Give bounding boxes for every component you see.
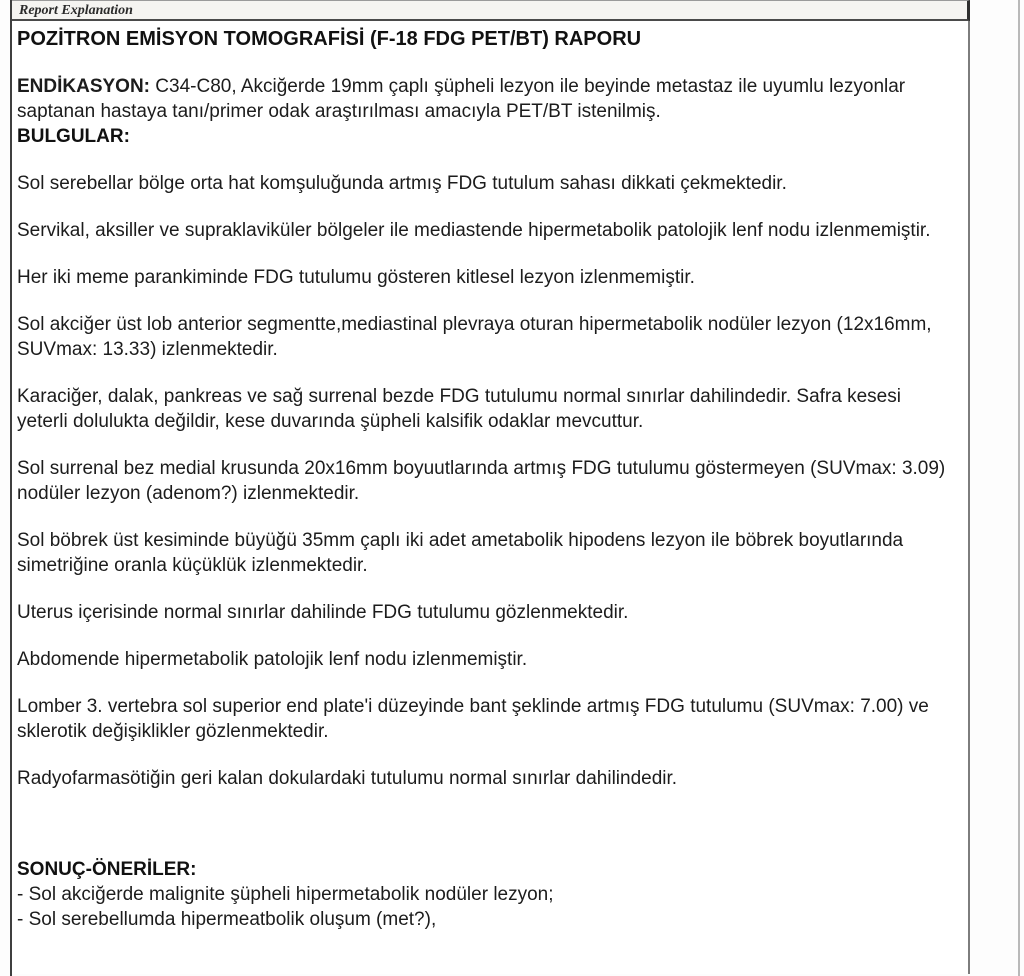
indication-label: ENDİKASYON: [17,76,151,97]
finding-paragraph: Abdomende hipermetabolik patolojik lenf nodu izlenmemiştir. [17,649,528,670]
conclusion-item: - Sol serebellumda hipermeatbolik oluşum (met?), [17,909,437,930]
finding-paragraph: Sol serebellar bölge orta hat komşuluğunda artmış FDG tutulum sahası dikkati çekmektedir. [17,173,787,194]
page-edge-divider [1018,0,1020,976]
indication-paragraph [17,74,952,124]
finding-paragraph: Karaciğer, dalak, pankreas ve sağ surrenal bezde FDG tutulumu normal sınırlar dahilindedir. Safra kesesi yeterli dolulukta değildir, kese duvarında şüpheli kalsifik odaklar mevcuttur. [17,386,901,432]
report-explanation-header [12,0,970,21]
findings-heading: BULGULAR: [17,126,130,147]
finding-paragraph: Radyofarmasötiğin geri kalan dokulardaki tutulumu normal sınırlar dahilindedir. [17,768,678,789]
report-title: POZİTRON EMİSYON TOMOGRAFİSİ (F-18 FDG PET/BT) RAPORU [17,28,642,50]
report-document [10,0,970,976]
report-explanation-label: Report Explanation [19,3,133,18]
conclusion-heading: SONUÇ-ÖNERİLER: [17,859,197,880]
finding-paragraph: Uterus içerisinde normal sınırlar dahilinde FDG tutulumu gözlenmektedir. [17,602,629,623]
finding-paragraph: Servikal, aksiller ve supraklaviküler bölgeler ile mediastende hipermetabolik patolojik lenf nodu izlenmemiştir. [17,220,931,241]
conclusion-list [17,882,952,932]
finding-paragraph: Sol akciğer üst lob anterior segmentte,mediastinal plevraya oturan hipermetabolik nodüler lezyon (12x16mm, SUVmax: 13.33) izlenmektedir. [17,314,932,360]
finding-paragraph: Sol surrenal bez medial krusunda 20x16mm boyuutlarında artmış FDG tutulumu göstermeyen (SUVmax: 3.09) nodüler lezyon (adenom?) izlenmektedir. [17,458,946,504]
findings-list [17,171,952,791]
finding-paragraph: Sol böbrek üst kesiminde büyüğü 35mm çaplı iki adet ametabolik hipodens lezyon ile böbrek boyutlarında simetriğine oranla küçüklük izlenmektedir. [17,530,904,576]
indication-text: C34-C80, Akciğerde 19mm çaplı şüpheli lezyon ile beyinde metastaz ile uyumlu lezyonlar saptanan hastaya tanı/primer odak araştırılması amacıyla PET/BT istenilmiş. [17,76,906,122]
finding-paragraph: Her iki meme parankiminde FDG tutulumu gösteren kitlesel lezyon izlenmemiştir. [17,267,695,288]
conclusion-item: - Sol akciğerde malignite şüpheli hipermetabolik nodüler lezyon; [17,884,554,905]
finding-paragraph: Lomber 3. vertebra sol superior end plate'i düzeyinde bant şeklinde artmış FDG tutulumu (SUVmax: 7.00) ve sklerotik değişiklikler gözlenmektedir. [17,696,929,742]
report-body [12,21,970,974]
